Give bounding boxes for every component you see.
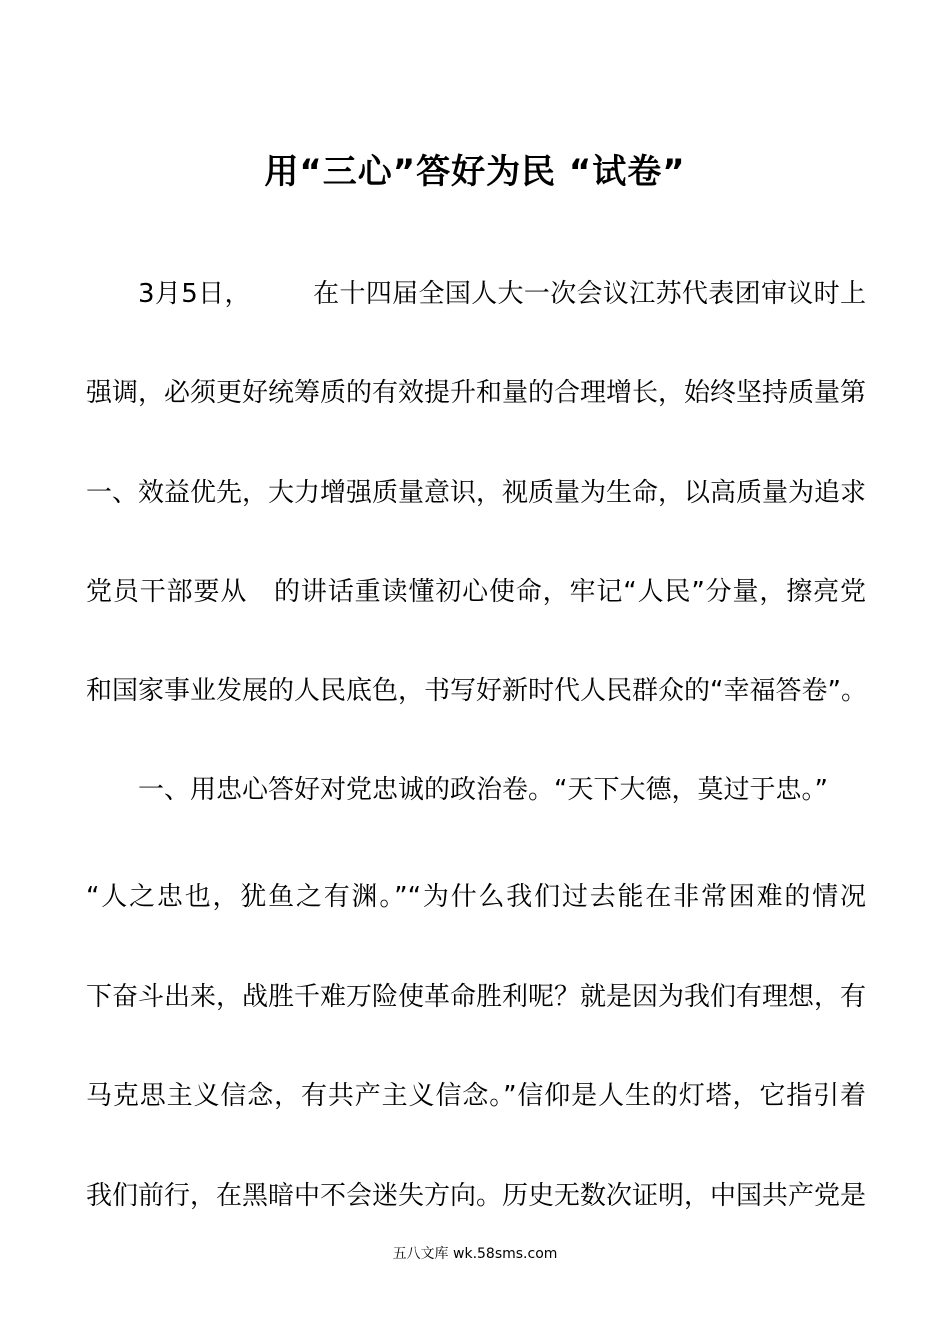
line-segment: 3月5日，: [138, 279, 251, 309]
paragraph-line: 强调，必须更好统筹质的有效提升和量的合理增长，始终坚持质量第: [86, 378, 867, 408]
paragraph-line: 一、效益优先，大力增强质量意识，视质量为生命，以高质量为追求: [86, 478, 867, 508]
paragraph-line: [86, 274, 866, 314]
paragraph-line: “人之忠也，犹鱼之有渊。”“为什么我们过去能在非常困难的情况: [86, 882, 866, 912]
document-title: 用“三心”答好为民 “试卷”: [264, 152, 686, 192]
footer-watermark: 五八文库 wk.58sms.com: [392, 1246, 558, 1262]
paragraph-line: 马克思主义信念，有共产主义信念。”信仰是人生的灯塔，它指引着: [86, 1081, 866, 1111]
line-segment: 的讲话重读懂初心使命，牢记“人民”分量，擦亮党: [273, 577, 866, 607]
line-segment: 党员干部要从: [86, 577, 248, 607]
paragraph-line: 和国家事业发展的人民底色，书写好新时代人民群众的“幸福答卷”。: [86, 676, 867, 706]
paragraph-line: 下奋斗出来，战胜千难万险使革命胜利呢？就是因为我们有理想，有: [86, 982, 867, 1012]
paragraph-line: [86, 572, 866, 612]
paragraph-line: 我们前行，在黑暗中不会迷失方向。历史无数次证明，中国共产党是: [86, 1181, 867, 1211]
paragraph-line: 一、用忠心答好对党忠诚的政治卷。“天下大德，莫过于忠。”: [138, 775, 828, 805]
line-segment: 在十四届全国人大一次会议江苏代表团审议时上: [312, 279, 866, 309]
